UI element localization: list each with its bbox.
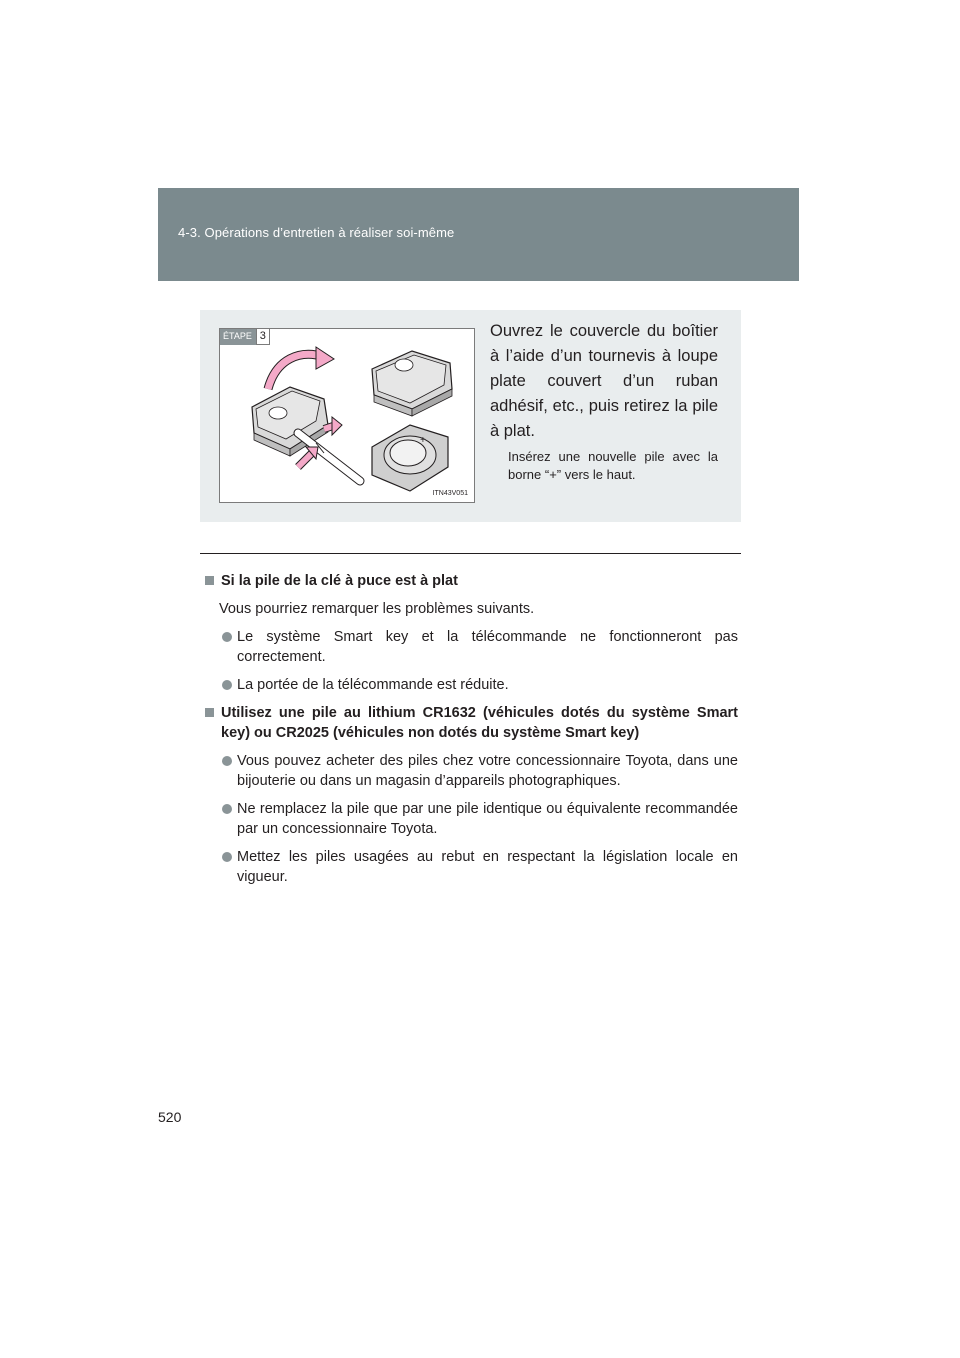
key-battery-illustration [220, 329, 475, 503]
heading-square-icon [205, 576, 214, 585]
illustration-figure [219, 328, 475, 503]
list-item-text: Vous pouvez acheter des piles chez votre concessionnaire Toyota, dans une bijouterie ou dans un magasin d’appareils photographiques. [237, 753, 738, 789]
list-item-text: Le système Smart key et la télécommande ne fonctionneront pas correctement. [237, 629, 738, 665]
list-item [205, 675, 738, 695]
step-badge-label: ÉTAPE [219, 328, 256, 345]
step-note: Insérez une nouvelle pile avec la borne “+” vers le haut. [508, 449, 718, 482]
section-header-band [158, 188, 799, 281]
step-panel [200, 310, 741, 522]
heading-text: Utilisez une pile au lithium CR1632 (véhicules dotés du système Smart key) ou CR2025 (véhicules non dotés du système Smart key) [221, 705, 738, 741]
list-item [205, 751, 738, 791]
bullet-dot-icon [222, 852, 232, 862]
heading-text: Si la pile de la clé à puce est à plat [221, 573, 458, 589]
step-instruction: Ouvrez le couvercle du boîtier à l’aide d’un tournevis à loupe plate couvert d’un ruban adhésif, etc., puis retirez la pile à plat. [490, 322, 718, 440]
bullet-dot-icon [222, 680, 232, 690]
step-badge [219, 328, 270, 345]
step-badge-number: 3 [256, 328, 270, 345]
bullet-dot-icon [222, 756, 232, 766]
page-number: 520 [158, 1109, 182, 1125]
bullet-dot-icon [222, 632, 232, 642]
list-item-text: La portée de la télécommande est réduite. [237, 677, 509, 693]
list-item [205, 627, 738, 667]
section-title: 4-3. Opérations d’entretien à réaliser soi-même [178, 225, 455, 240]
notes-content [205, 571, 738, 895]
figure-code: ITN43V051 [432, 490, 468, 497]
list-item [205, 847, 738, 887]
section-intro: Vous pourriez remarquer les problèmes suivants. [219, 601, 535, 617]
list-item-text: Mettez les piles usagées au rebut en respectant la législation locale en vigueur. [237, 849, 738, 885]
list-item-text: Ne remplacez la pile que par une pile identique ou équivalente recommandée par un concessionnaire Toyota. [237, 801, 738, 837]
smart-key-open-illustration [252, 387, 360, 481]
heading-square-icon [205, 708, 214, 717]
battery-tray-illustration [372, 425, 448, 491]
section-divider [200, 553, 741, 554]
list-item [205, 799, 738, 839]
section-heading [205, 703, 738, 743]
bullet-dot-icon [222, 804, 232, 814]
section-heading [205, 571, 738, 591]
smart-key-closed-illustration [372, 351, 452, 416]
svg-text:+: + [420, 435, 426, 446]
